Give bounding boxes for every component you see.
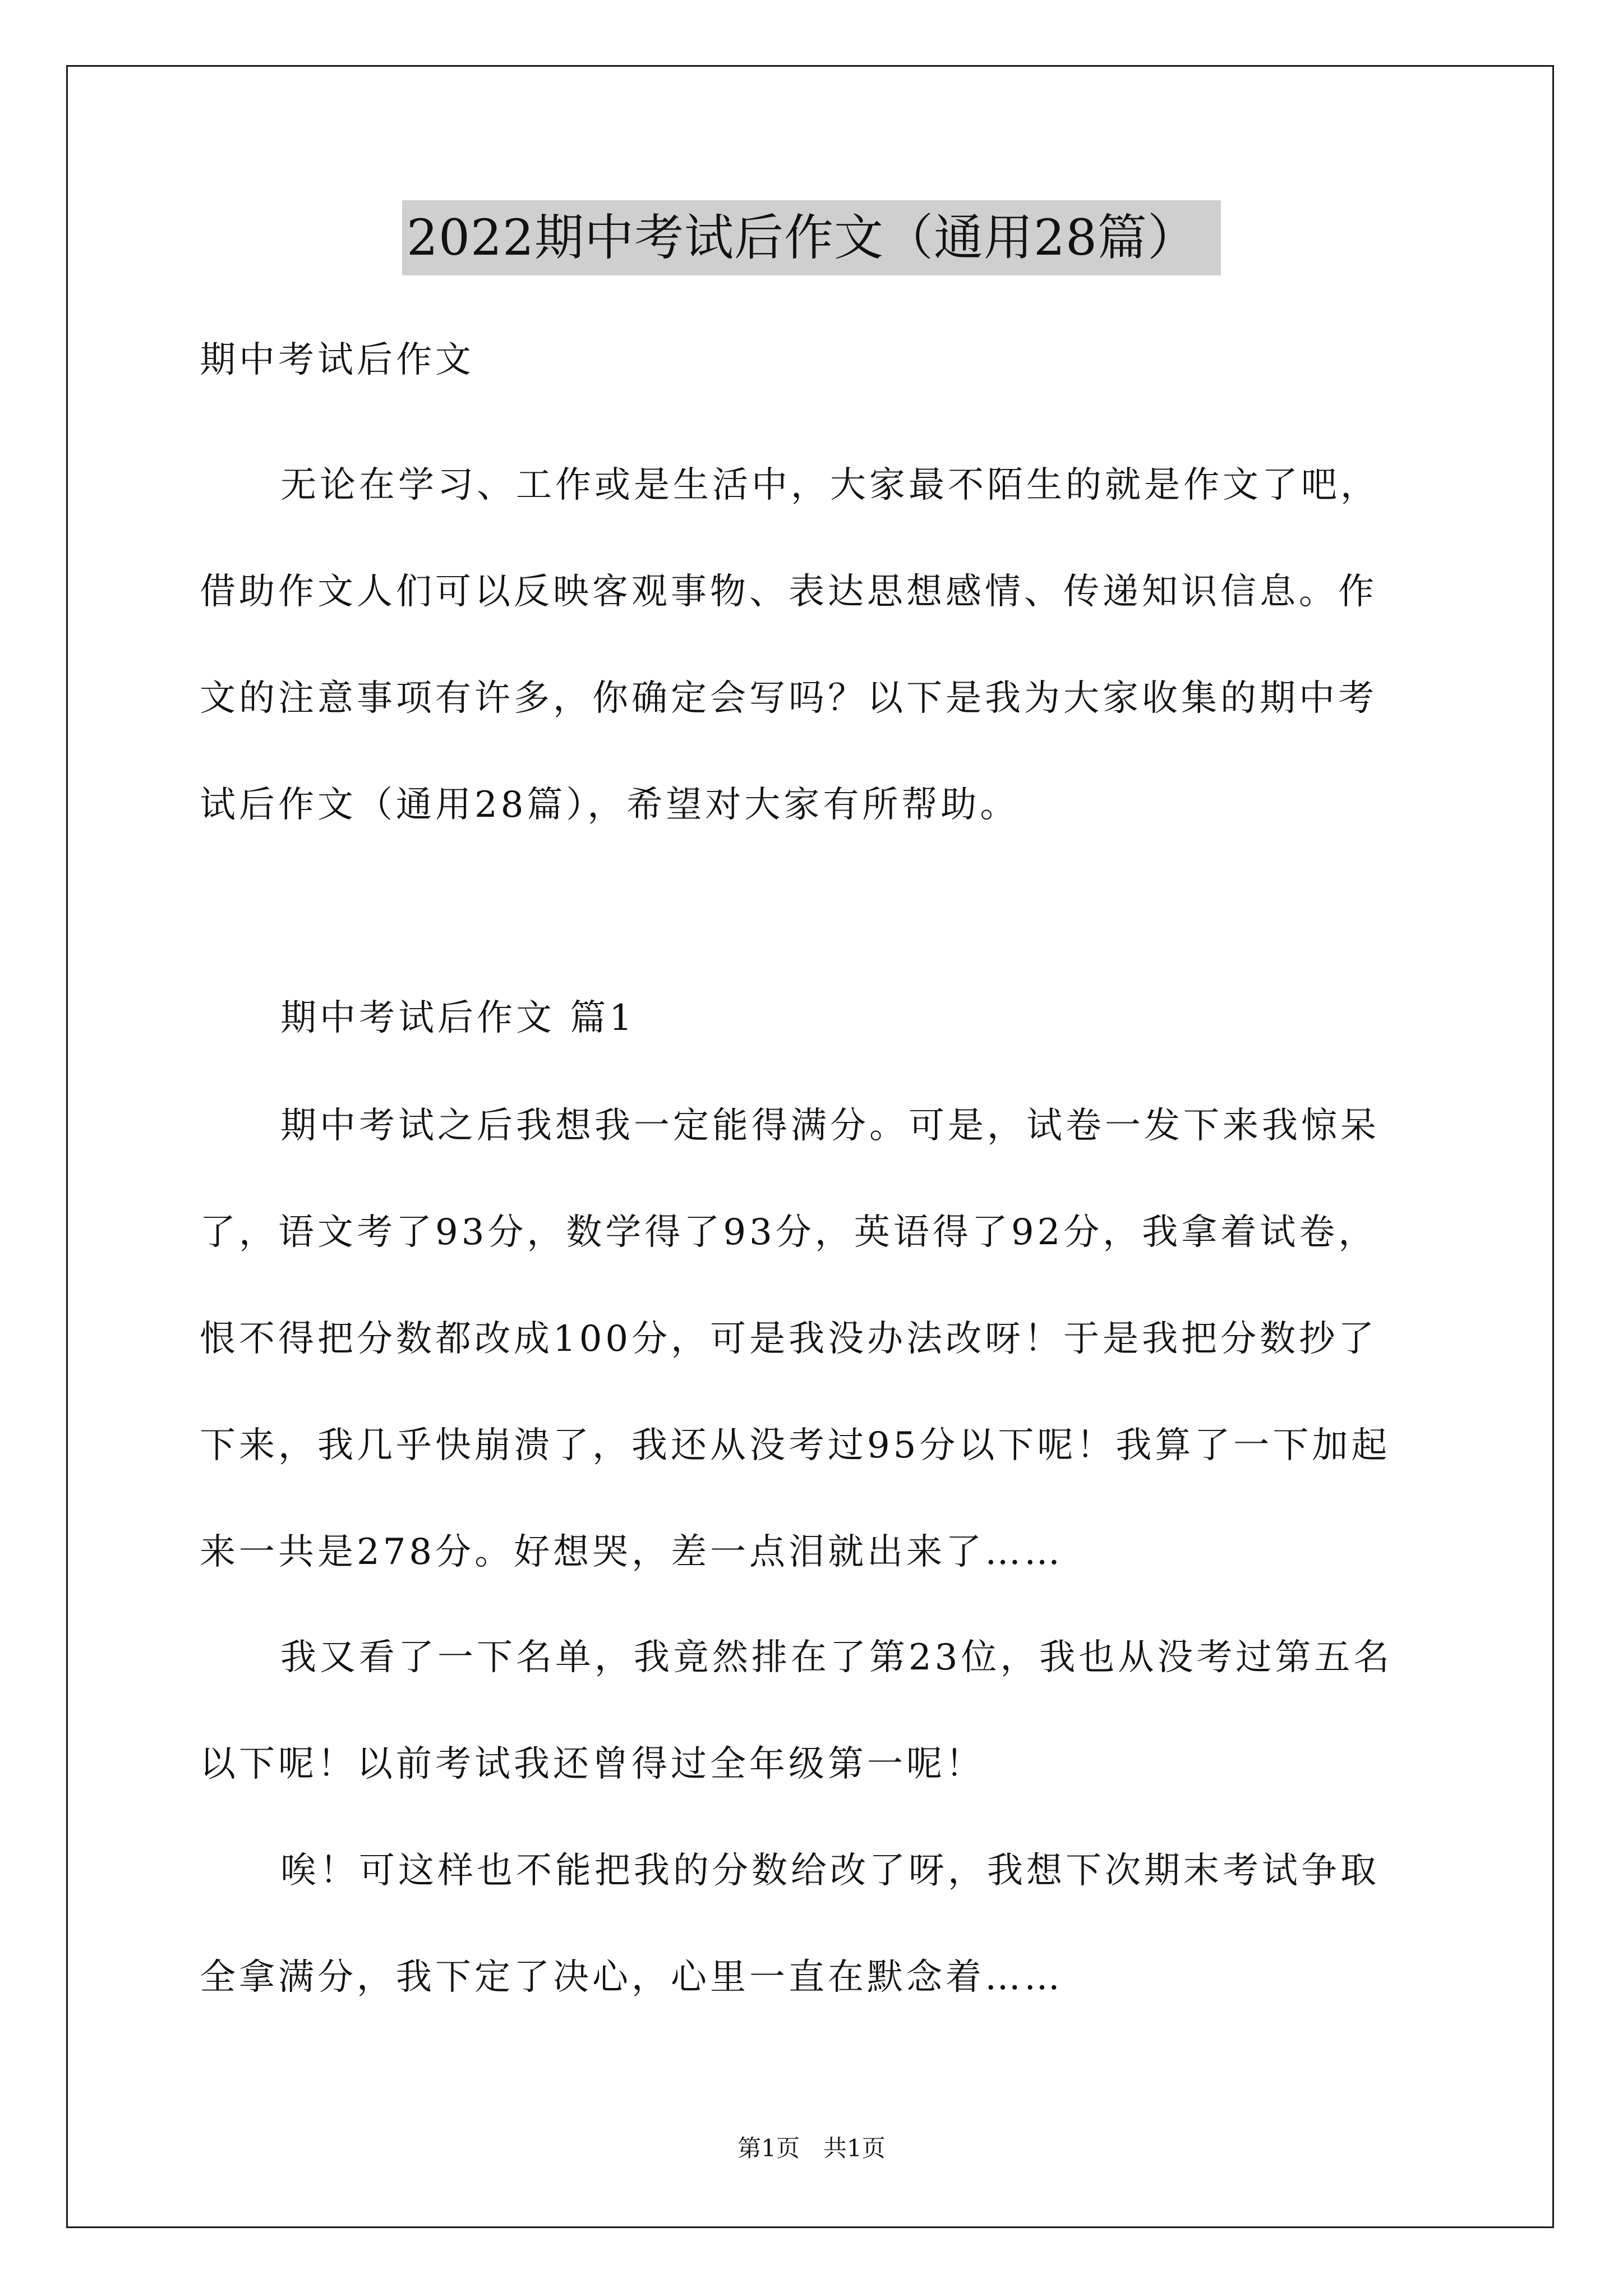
title-container [0,200,1623,275]
paragraph2-line-2: 以下呢！以前考试我还曾得过全年级第一呢！ [200,1743,985,1785]
page-footer: 第1页 共1页 [737,2134,886,2162]
intro-line-4: 试后作文（通用28篇），希望对大家有所帮助。 [200,784,1020,826]
paragraph1-line-1: 期中考试之后我想我一定能得满分。可是，试卷一发下来我惊呆 [280,1105,1380,1147]
paragraph1-line-4: 下来，我几乎快崩溃了，我还从没考过95分以下呢！我算了一下加起 [200,1425,1391,1466]
paragraph1-line-2: 了，语文考了93分，数学得了93分，英语得了92分，我拿着试卷， [200,1212,1378,1253]
paragraph1-line-5: 来一共是278分。好想哭，差一点泪就出来了…… [200,1531,1064,1573]
section-heading: 期中考试后作文 篇1 [280,997,636,1039]
paragraph3-line-1: 唉！可这样也不能把我的分数给改了呀，我想下次期末考试争取 [280,1850,1380,1892]
paragraph3-line-2: 全拿满分，我下定了决心，心里一直在默念着…… [200,1957,1063,1998]
document-subtitle: 期中考试后作文 [200,339,474,381]
intro-line-2: 借助作文人们可以反映客观事物、表达思想感情、传递知识信息。作 [200,571,1377,613]
intro-line-3: 文的注意事项有许多，你确定会写吗？以下是我为大家收集的期中考 [200,678,1377,719]
document-title: 2022期中考试后作文（通用28篇） [402,200,1221,275]
intro-line-1: 无论在学习、工作或是生活中，大家最不陌生的就是作文了吧， [280,464,1380,506]
paragraph2-line-1: 我又看了一下名单，我竟然排在了第23位，我也从没考过第五名 [280,1637,1393,1678]
paragraph1-line-3: 恨不得把分数都改成100分，可是我没办法改呀！于是我把分数抄了 [200,1318,1378,1360]
